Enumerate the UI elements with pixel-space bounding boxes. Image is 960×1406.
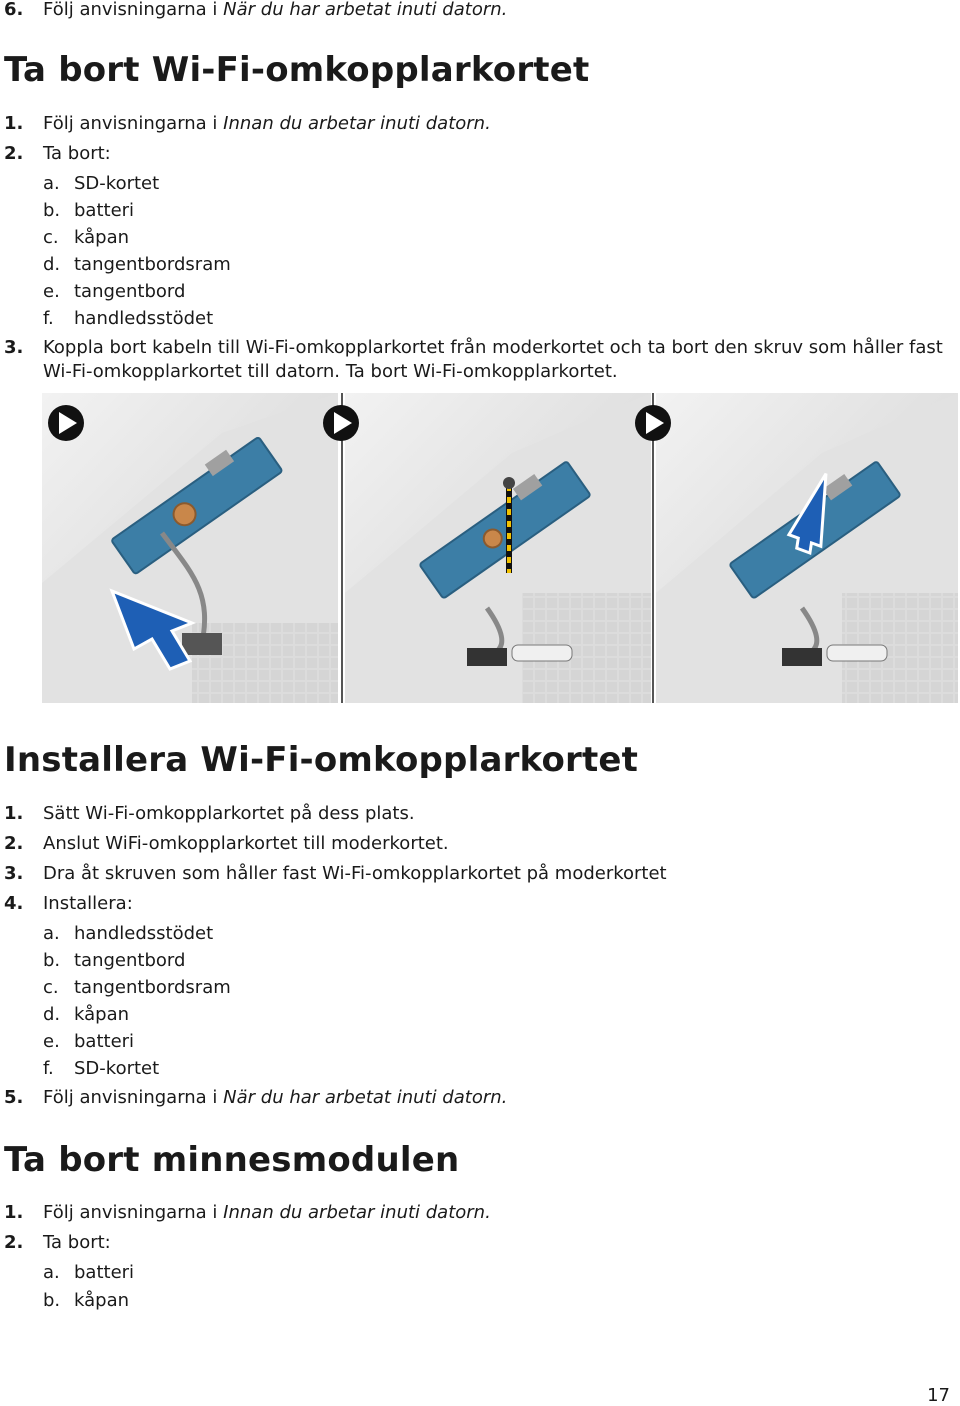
list-item-letter: c. (43, 977, 59, 998)
step-text: Koppla bort kabeln till Wi-Fi-omkopplarkortet från moderkortet och ta bort den skruv som håller fast (43, 337, 943, 358)
list-item: tangentbord (74, 281, 186, 302)
list-item-letter: a. (43, 173, 60, 194)
doc-link[interactable]: När du har arbetat inuti datorn. (223, 0, 508, 20)
play-icon (48, 405, 84, 441)
step-text-continued: Wi-Fi-omkopplarkortet till datorn. Ta bort Wi-Fi-omkopplarkortet. (43, 361, 618, 382)
list-item: batteri (74, 1031, 135, 1052)
list-item: kåpan (74, 227, 130, 248)
step-text: Sätt Wi-Fi-omkopplarkortet på dess plats. (43, 803, 415, 824)
list-item: batteri (74, 1262, 135, 1283)
list-item-letter: d. (43, 254, 61, 275)
list-item: handledsstödet (74, 923, 214, 944)
panel-lift-board (635, 393, 958, 703)
step-number: 2. (4, 1232, 24, 1253)
step-text: Ta bort: (43, 1232, 111, 1253)
list-item-letter: f. (43, 1058, 54, 1079)
list-item: handledsstödet (74, 308, 214, 329)
list-item: kåpan (74, 1290, 130, 1311)
play-icon (635, 405, 671, 441)
list-item-letter: b. (43, 200, 61, 221)
doc-link[interactable]: När du har arbetat inuti datorn. (223, 1087, 508, 1108)
section-title-install-wifi: Installera Wi-Fi-omkopplarkortet (4, 740, 639, 780)
list-item: tangentbord (74, 950, 186, 971)
step-text: Dra åt skruven som håller fast Wi-Fi-omkopplarkortet på moderkortet (43, 863, 667, 884)
list-item-letter: c. (43, 227, 59, 248)
step-text: Följ anvisningarna i När du har arbetat inuti datorn. (43, 0, 508, 20)
doc-link[interactable]: Innan du arbetar inuti datorn. (223, 1202, 491, 1223)
list-item: batteri (74, 200, 135, 221)
panel-disconnect-cable (42, 393, 338, 703)
step-text: Följ anvisningarna i Innan du arbetar inuti datorn. (43, 113, 491, 134)
list-item: tangentbordsram (74, 254, 231, 275)
section-title-remove-memory: Ta bort minnesmodulen (4, 1140, 460, 1180)
step-number: 6. (4, 0, 24, 20)
step-number: 1. (4, 803, 24, 824)
step-number: 2. (4, 833, 24, 854)
step-text: Följ anvisningarna i Innan du arbetar inuti datorn. (43, 1202, 491, 1223)
section-title-remove-wifi: Ta bort Wi-Fi-omkopplarkortet (4, 50, 590, 90)
panel-remove-screw (323, 393, 651, 703)
list-item-letter: e. (43, 1031, 60, 1052)
list-item: SD-kortet (74, 1058, 160, 1079)
list-item-letter: a. (43, 923, 60, 944)
list-item: kåpan (74, 1004, 130, 1025)
step-number: 3. (4, 863, 24, 884)
step-number: 1. (4, 113, 24, 134)
list-item: tangentbordsram (74, 977, 231, 998)
step-number: 4. (4, 893, 24, 914)
step-number: 2. (4, 143, 24, 164)
list-item-letter: d. (43, 1004, 61, 1025)
step-number: 5. (4, 1087, 24, 1108)
play-icon (323, 405, 359, 441)
figure-illustration (42, 393, 958, 703)
step-number: 3. (4, 337, 24, 358)
wifi-switch-board-figure (42, 393, 958, 703)
step-text: Ta bort: (43, 143, 111, 164)
step-number: 1. (4, 1202, 24, 1223)
step-text: Följ anvisningarna i När du har arbetat inuti datorn. (43, 1087, 508, 1108)
doc-link[interactable]: Innan du arbetar inuti datorn. (223, 113, 491, 134)
list-item-letter: f. (43, 308, 54, 329)
list-item-letter: b. (43, 950, 61, 971)
list-item: SD-kortet (74, 173, 160, 194)
list-item-letter: b. (43, 1290, 61, 1311)
list-item-letter: a. (43, 1262, 60, 1283)
step-text: Installera: (43, 893, 133, 914)
page-number: 17 (927, 1385, 950, 1406)
step-text: Anslut WiFi-omkopplarkortet till moderkortet. (43, 833, 449, 854)
list-item-letter: e. (43, 281, 60, 302)
